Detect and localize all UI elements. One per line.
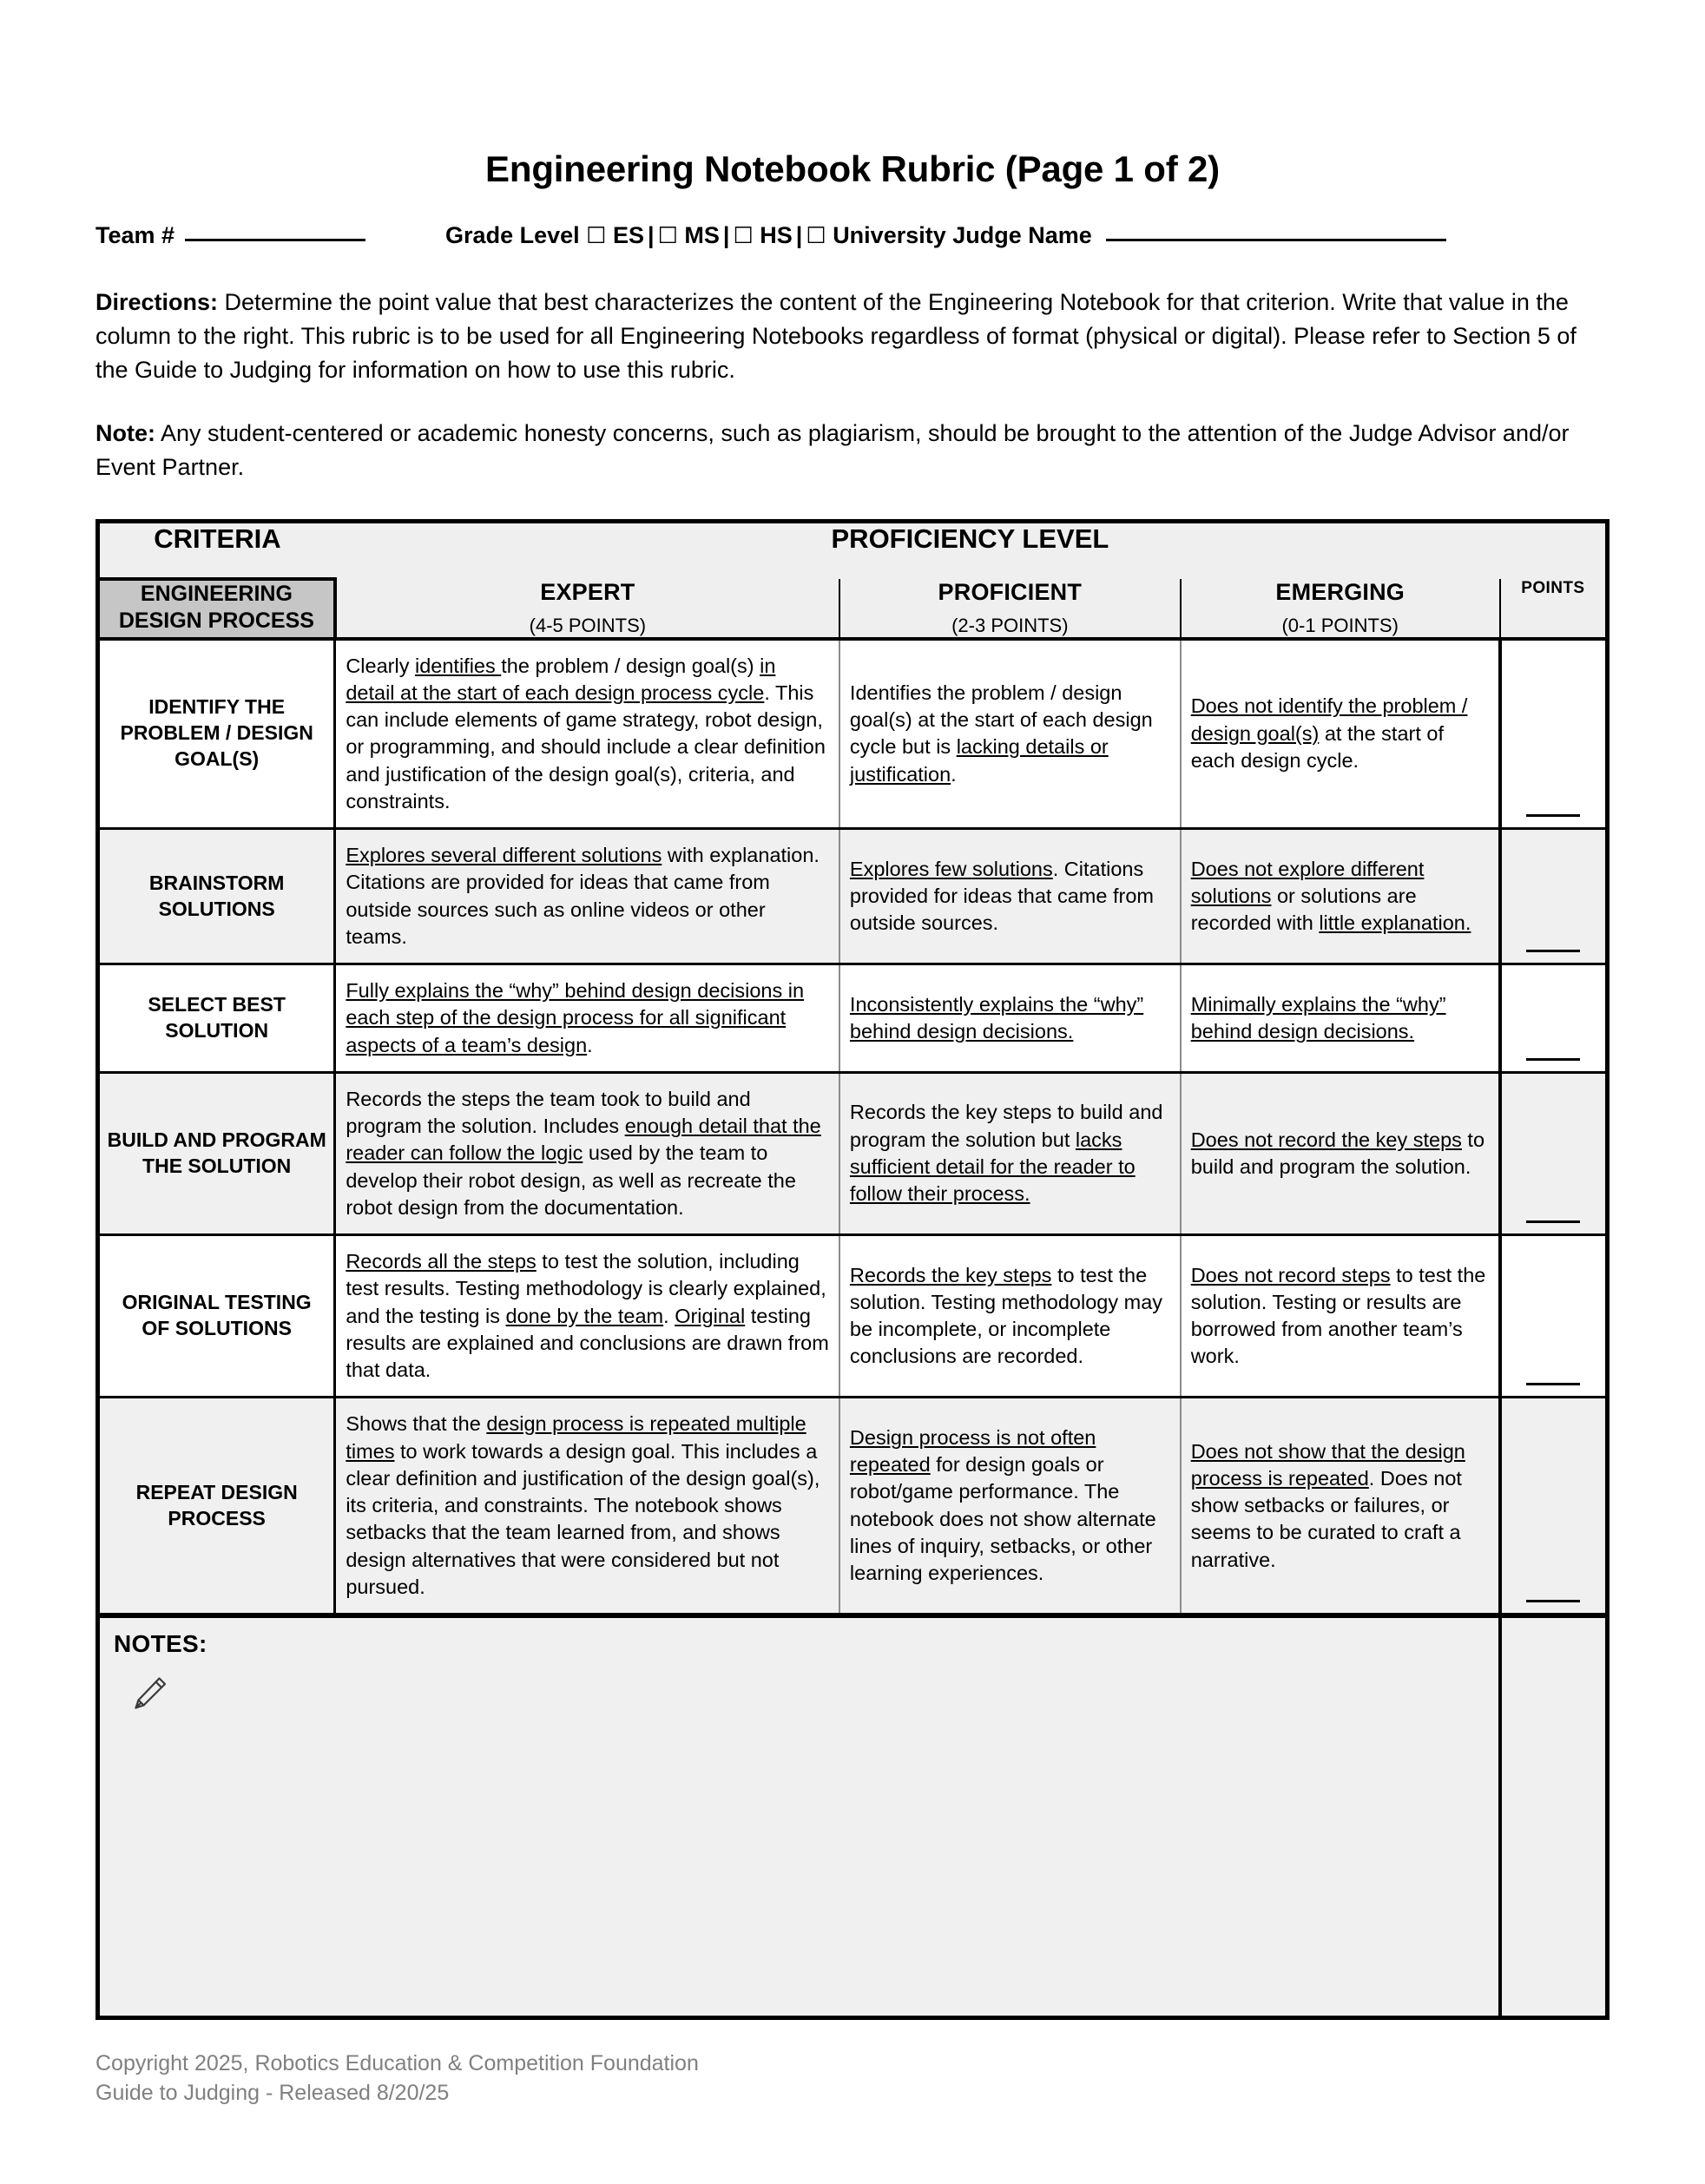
- criterion-label: BRAINSTORM SOLUTIONS: [98, 829, 335, 964]
- grade-level-label: Grade Level: [445, 222, 580, 249]
- judge-name-label: Judge Name: [952, 222, 1092, 249]
- points-input[interactable]: [1500, 1398, 1608, 1615]
- descriptor-emerging: Does not record the key steps to build and program the solution.: [1181, 1072, 1500, 1234]
- descriptor-proficient: Inconsistently explains the “why” behind design decisions.: [839, 964, 1181, 1073]
- descriptor-proficient: Records the key steps to build and program the solution but lacks sufficient detail for the reader to follow their process.: [839, 1072, 1181, 1234]
- checkbox-university[interactable]: ☐: [806, 222, 826, 249]
- table-row: [98, 1235, 1608, 1398]
- banner-criteria: CRITERIA: [98, 521, 335, 579]
- footer: [95, 2049, 1610, 2108]
- level-header-proficient: [839, 579, 1181, 639]
- descriptor-emerging: Does not record steps to test the solution. Testing or results are borrowed from another team’s work.: [1181, 1235, 1500, 1398]
- checkbox-es[interactable]: ☐: [586, 222, 607, 249]
- descriptor-proficient: Records the key steps to test the solution. Testing methodology may be incomplete, or incomplete conclusions are recorded.: [839, 1235, 1181, 1398]
- table-banner-row: [98, 521, 1608, 579]
- descriptor-expert: Records all the steps to test the solution, including test results. Testing methodology is clearly explained, and the testing is done by the team. Original testing results are explained and conclusions are drawn from that data.: [335, 1235, 839, 1398]
- descriptor-emerging: Minimally explains the “why” behind design decisions.: [1181, 964, 1500, 1073]
- level-points-expert: (4-5 POINTS): [529, 614, 647, 636]
- points-input[interactable]: [1500, 639, 1608, 829]
- level-name-emerging: EMERGING: [1275, 578, 1405, 605]
- separator-1: |: [648, 222, 655, 249]
- identity-line: [95, 222, 1610, 249]
- descriptor-emerging: Does not explore different solutions or solutions are recorded with little explanation.: [1181, 829, 1500, 964]
- separator-2: |: [722, 222, 730, 249]
- footer-copyright: Copyright 2025, Robotics Education & Competition Foundation: [95, 2051, 699, 2076]
- note-paragraph: [95, 417, 1610, 484]
- criterion-label: SELECT BEST SOLUTION: [98, 964, 335, 1073]
- table-row: [98, 1398, 1608, 1615]
- level-name-proficient: PROFICIENT: [938, 578, 1083, 605]
- descriptor-expert: Fully explains the “why” behind design decisions in each step of the design process for all significant aspects of a team’s design.: [335, 964, 839, 1073]
- page-title: Engineering Notebook Rubric (Page 1 of 2): [485, 148, 1220, 189]
- table-header-row: [98, 579, 1608, 639]
- points-input[interactable]: [1500, 964, 1608, 1073]
- grade-option-hs: HS: [760, 222, 793, 249]
- notes-label: NOTES:: [114, 1630, 207, 1658]
- table-row: [98, 639, 1608, 829]
- grade-option-university: University: [833, 222, 946, 249]
- criterion-label: BUILD AND PROGRAM THE SOLUTION: [98, 1072, 335, 1234]
- points-blank-line: [1526, 1058, 1580, 1061]
- points-blank-line: [1526, 1383, 1580, 1385]
- descriptor-expert: Explores several different solutions with explanation. Citations are provided for ideas that came from outside sources such as online videos or other teams.: [335, 829, 839, 964]
- descriptor-proficient: Design process is not often repeated for design goals or robot/game performance. The notebook does not show alternate lines of inquiry, setbacks, or other learning experiences.: [839, 1398, 1181, 1615]
- descriptor-emerging: Does not show that the design process is repeated. Does not show setbacks or failures, or seems to be curated to craft a narrative.: [1181, 1398, 1500, 1615]
- descriptor-expert: Clearly identifies the problem / design goal(s) in detail at the start of each design process cycle. This can include elements of game strategy, robot design, or programming, and should include a clear definition and justification of the design goal(s), criteria, and constraints.: [335, 639, 839, 829]
- checkbox-hs[interactable]: ☐: [733, 222, 754, 249]
- criterion-label: IDENTIFY THE PROBLEM / DESIGN GOAL(S): [98, 639, 335, 829]
- section-label-engineering-design-process: ENGINEERING DESIGN PROCESS: [98, 579, 335, 639]
- descriptor-proficient: Explores few solutions. Citations provided for ideas that came from outside sources.: [839, 829, 1181, 964]
- criterion-label: REPEAT DESIGN PROCESS: [98, 1398, 335, 1615]
- table-row: [98, 1072, 1608, 1234]
- notes-points-cell[interactable]: [1500, 1615, 1608, 2018]
- banner-proficiency-level: PROFICIENCY LEVEL: [335, 521, 1608, 579]
- team-number-label: Team #: [95, 222, 175, 249]
- level-points-proficient: (2-3 POINTS): [951, 614, 1069, 636]
- note-label: Note:: [95, 419, 155, 446]
- footer-release: Guide to Judging - Released 8/20/25: [95, 2080, 450, 2105]
- table-row: [98, 964, 1608, 1073]
- points-input[interactable]: [1500, 1235, 1608, 1398]
- rubric-table: [95, 519, 1610, 2021]
- judge-name-input[interactable]: [1106, 238, 1446, 241]
- points-blank-line: [1526, 1220, 1580, 1223]
- pencil-icon: [126, 1672, 171, 1717]
- level-header-emerging: [1181, 579, 1500, 639]
- descriptor-expert: Shows that the design process is repeated multiple times to work towards a design goal. This includes a clear definition and justification of the design goal(s), its criteria, and constraints. The notebook shows setbacks that the team learned from, and shows design alternatives that were considered but not pursued.: [335, 1398, 839, 1615]
- directions-text: Determine the point value that best characterizes the content of the Engineering Notebook for that criterion. Write that value in the column to the right. This rubric is to be used for all Engineering Notebooks regardless of format (physical or digital). Please refer to Section 5 of the Guide to Judging for information on how to use this rubric.: [95, 289, 1577, 383]
- points-blank-line: [1526, 814, 1580, 817]
- team-number-input[interactable]: [185, 238, 365, 241]
- level-points-emerging: (0-1 POINTS): [1281, 614, 1399, 636]
- notes-area[interactable]: [98, 1615, 1500, 2018]
- points-blank-line: [1526, 1600, 1580, 1602]
- note-text: Any student-centered or academic honesty concerns, such as plagiarism, should be brought to the attention of the Judge Advisor and/or Event Partner.: [95, 419, 1570, 480]
- table-row: [98, 829, 1608, 964]
- points-input[interactable]: [1500, 1072, 1608, 1234]
- level-header-expert: [335, 579, 839, 639]
- notes-row: [98, 1615, 1608, 2018]
- directions-paragraph: [95, 286, 1610, 387]
- criterion-label: ORIGINAL TESTING OF SOLUTIONS: [98, 1235, 335, 1398]
- level-name-expert: EXPERT: [540, 578, 635, 605]
- grade-option-es: ES: [612, 222, 644, 249]
- points-input[interactable]: [1500, 829, 1608, 964]
- directions-label: Directions:: [95, 289, 219, 316]
- descriptor-proficient: Identifies the problem / design goal(s) at the start of each design cycle but is lacking details or justification.: [839, 639, 1181, 829]
- descriptor-expert: Records the steps the team took to build and program the solution. Includes enough detail that the reader can follow the logic used by the team to develop their robot design, as well as recreate the robot design from the documentation.: [335, 1072, 839, 1234]
- separator-3: |: [795, 222, 803, 249]
- grade-option-ms: MS: [684, 222, 720, 249]
- checkbox-ms[interactable]: ☐: [657, 222, 678, 249]
- points-blank-line: [1526, 950, 1580, 952]
- column-header-points: POINTS: [1500, 579, 1608, 639]
- descriptor-emerging: Does not identify the problem / design goal(s) at the start of each design cycle.: [1181, 639, 1500, 829]
